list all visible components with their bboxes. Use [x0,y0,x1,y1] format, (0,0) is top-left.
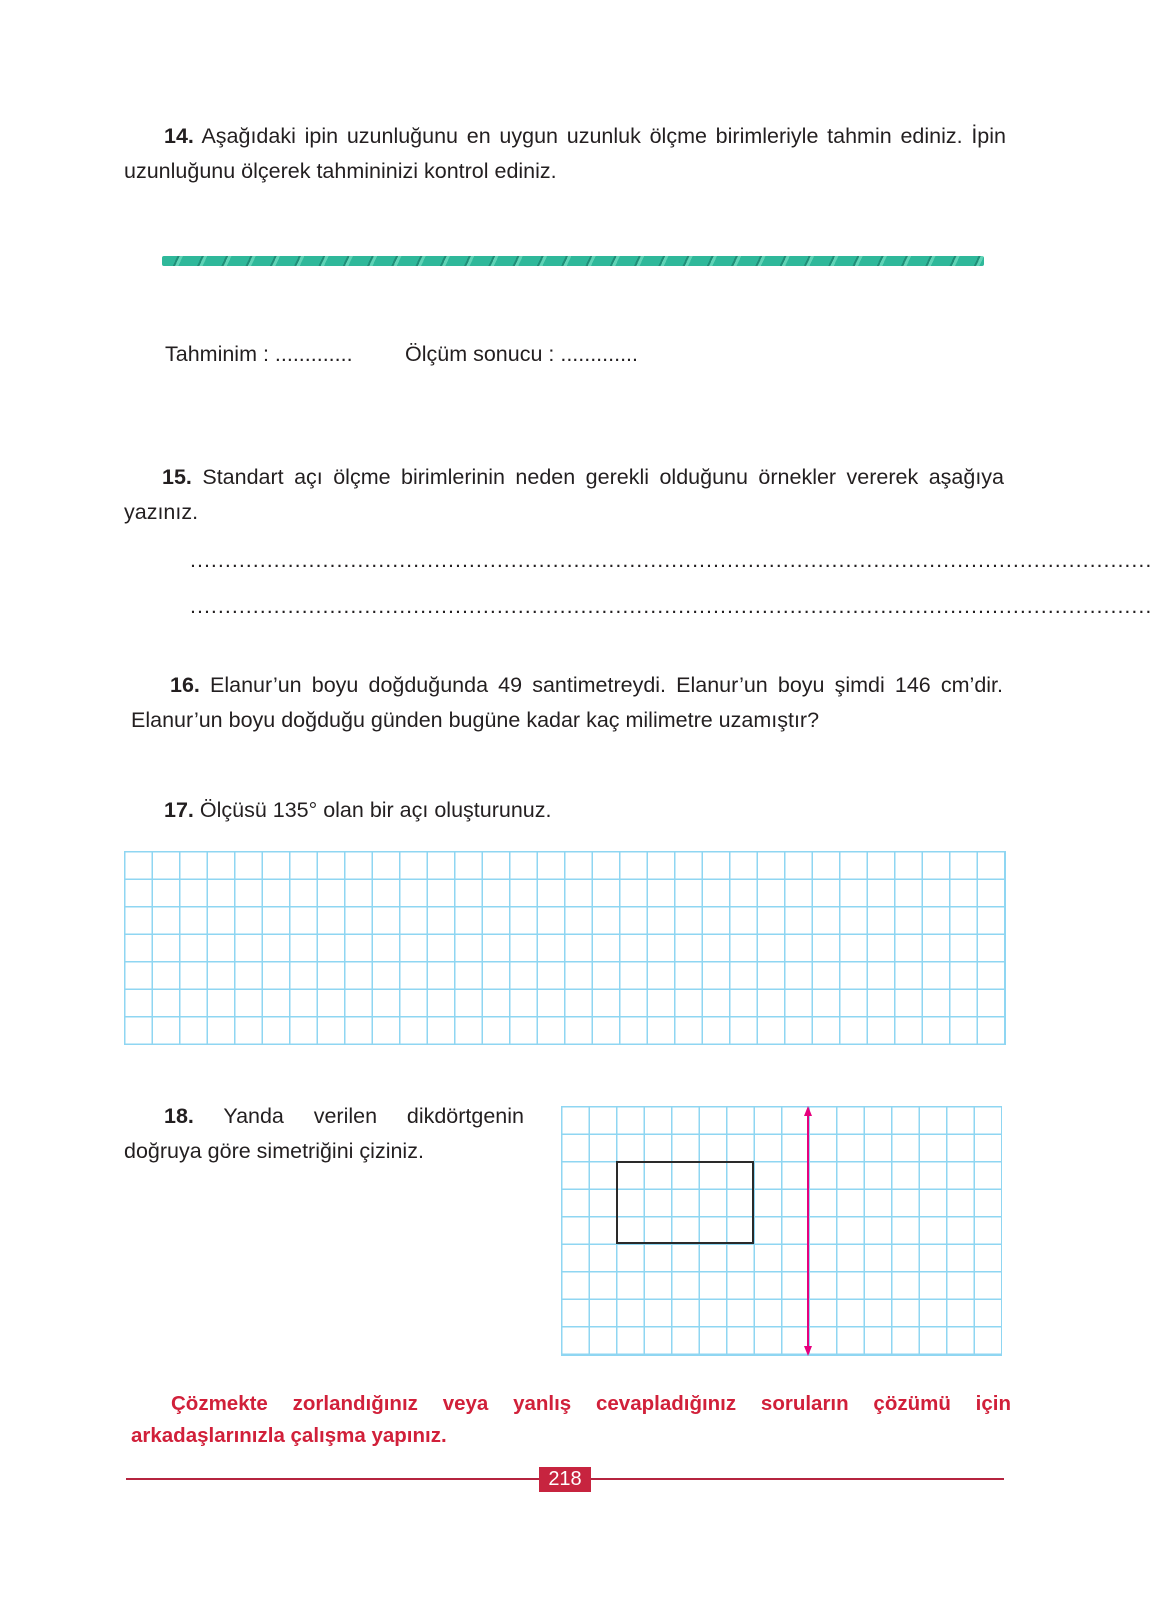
page-number: 218 [539,1467,591,1492]
answer-line[interactable]: .......................................................................................................................................... [190,594,1153,618]
footer-divider [591,1478,1004,1480]
question-17 [164,793,551,828]
note-text: Çözmekte zorlandığınız veya yanlış cevapladığınız soruların çözümü için arkadaşlarınızla çalışma yapınız. [131,1392,1011,1447]
estimate-label: Tahminim : ............. [165,342,353,366]
drawing-grid-17[interactable] [124,851,1006,1045]
question-18 [124,1099,524,1169]
question-number: 18. [164,1104,194,1128]
question-text: Elanur’un boyu doğduğunda 49 santimetreydi. Elanur’un boyu şimdi 146 cm’dir. Elanur’un boyu doğduğu günden bugüne kadar kaç milimetre uzamıştır? [131,673,1003,732]
question-number: 14. [164,124,194,148]
answer-line[interactable]: .......................................................................................................................................... [190,548,1153,572]
rectangle-shape [616,1161,754,1244]
symmetry-axis-arrow [798,1104,818,1358]
question-number: 15. [162,465,192,489]
question-text: Aşağıdaki ipin uzunluğunu en uygun uzunluk ölçme birimleriyle tahmin ediniz. İpin uzunluğunu ölçerek tahmininizi kontrol ediniz. [124,124,1006,183]
question-number: 17. [164,798,194,822]
question-text: Standart açı ölçme birimlerinin neden gerekli olduğunu örnekler vererek aşağıya yazınız. [124,465,1004,524]
question-number: 16. [170,673,200,697]
question-16 [131,668,1003,738]
question-15 [124,460,1004,530]
measure-label: Ölçüm sonucu : ............. [405,342,638,366]
question-14 [124,119,1006,189]
question-text: Ölçüsü 135° olan bir açı oluşturunuz. [193,798,552,822]
footer-divider [126,1478,539,1480]
rope-image [162,256,984,266]
question-text: Yanda verilen dikdörtgenin doğruya göre simetriğini çiziniz. [124,1104,524,1163]
